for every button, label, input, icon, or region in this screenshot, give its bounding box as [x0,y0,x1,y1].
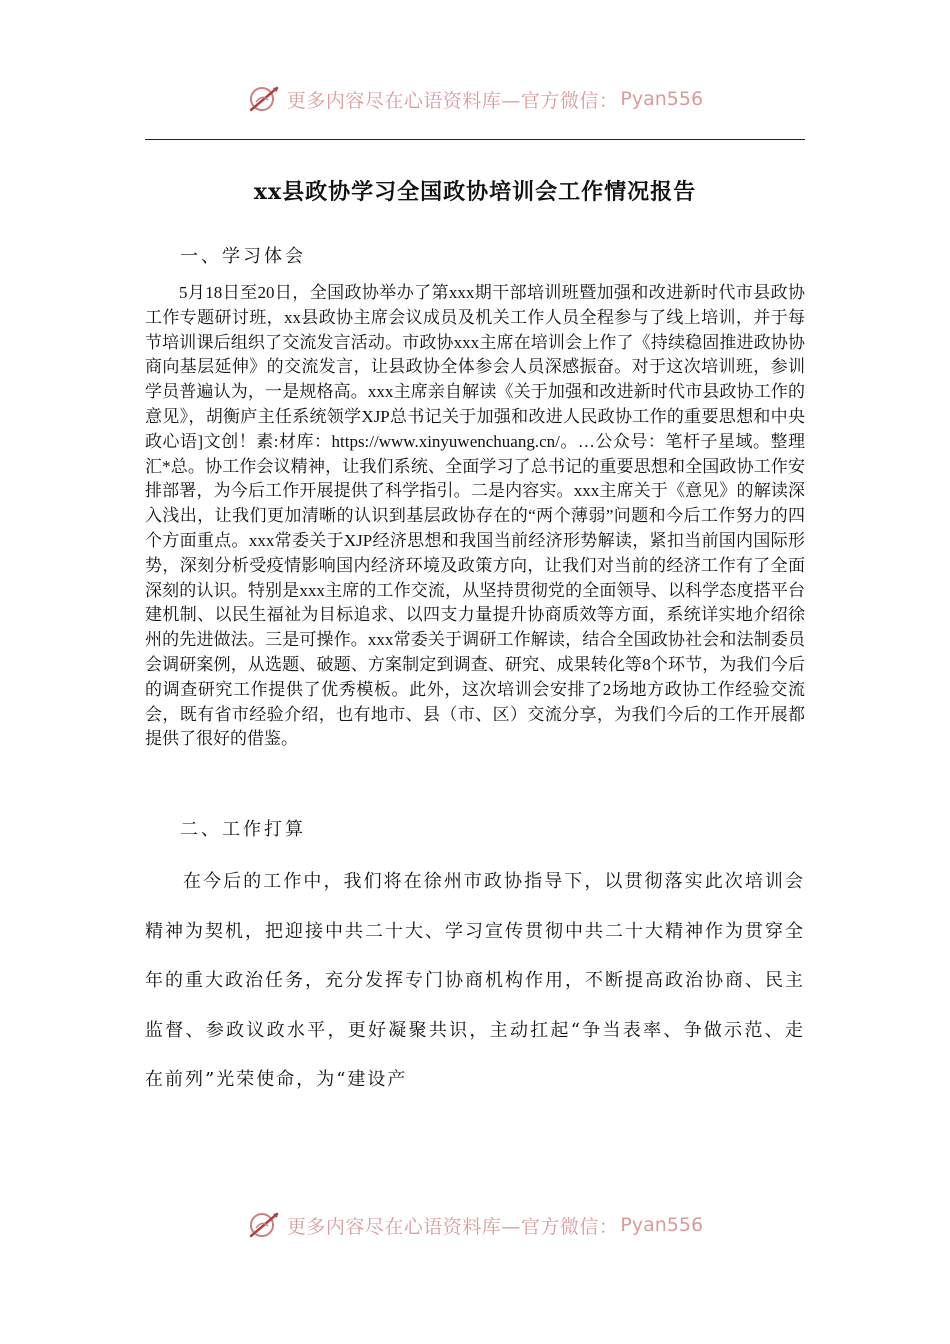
watermark [247,1210,703,1240]
brand-logo-icon [247,84,281,114]
brand-logo-icon [247,1210,281,1240]
section-heading-plans: 二、工作打算 [180,819,306,840]
page-footer-watermark [0,1210,950,1240]
section-heading-learning: 一、学习体会 [180,246,306,267]
section-body-learning: 5月18日至20日，全国政协举办了第xxx期干部培训班暨加强和改进新时代市县政协工作专题研讨班，xx县政协主席会议成员及机关工作人员全程参与了线上培训，并于每节培训课后组织了交流发言活动。市政协xxx主席在培训会上作了《持续稳固推进政协协商向基层延伸》的交流发言，让县政协全体参会人员深感振奋。对于这次培训班，参训学员普遍认为，一是规格高。xxx主席亲自解读《关于加强和改进新时代市县政协工作的意见》，胡衡庐主任系统领学XJP总书记关于加强和改进人民政协工作的重要思想和中央政心语]文创！素:材库：https://www.xinyuwenchuang.cn/。…公众号：笔杆子星域。整理汇*总。协工作会议精神，让我们系统、全面学习了总书记的重要思想和全国政协工作安排部署，为今后工作开展提供了科学指引。二是内容实。xxx主席关于《意见》的解读深入浅出，让我们更加清晰的认识到基层政协存在的“两个薄弱”问题和今后工作努力的四个方面重点。xxx常委关于XJP经济思想和我国当前经济形势解读，紧扣当前国内国际形势，深刻分析受疫情影响国内经济环境及政策方向，让我们对当前的经济工作有了全面深刻的认识。特别是xxx主席的工作交流，从坚持贯彻党的全面领导、以科学态度搭平台建机制、以民生福祉为目标追求、以四支力量提升协商质效等方面，系统详实地介绍徐州的先进做法。三是可操作。xxx常委关于调研工作解读，结合全国政协社会和法制委员会调研案例，从选题、破题、方案制定到调查、研究、成果转化等8个环节，为我们今后的调查研究工作提供了优秀模板。此外，这次培训会安排了2场地方政协工作经验交流会，既有省市经验介绍，也有地市、县（市、区）交流分享，为我们今后的工作开展都提供了很好的借鉴。 [145,283,805,749]
page-header-watermark [0,84,950,114]
document-title: xx县政协学习全国政协培训会工作情况报告 [253,179,697,205]
watermark-wechat-id: Pyan556 [620,1214,704,1236]
watermark-text: 更多内容尽在心语资料库—官方微信： [286,1215,619,1238]
watermark-text: 更多内容尽在心语资料库—官方微信： [286,89,619,112]
header-divider [145,139,805,140]
watermark-wechat-id: Pyan556 [620,88,704,110]
section-body-plans: 在今后的工作中，我们将在徐州市政协指导下，以贯彻落实此次培训会精神为契机，把迎接中共二十大、学习宣传贯彻中共二十大精神作为贯穿全年的重大政治任务，充分发挥专门协商机构作用，不断提高政治协商、民主监督、参政议政水平，更好凝聚共识，主动扛起“争当表率、争做示范、走在前列”光荣使命，为“建设产 [145,871,805,1091]
watermark [247,84,703,114]
